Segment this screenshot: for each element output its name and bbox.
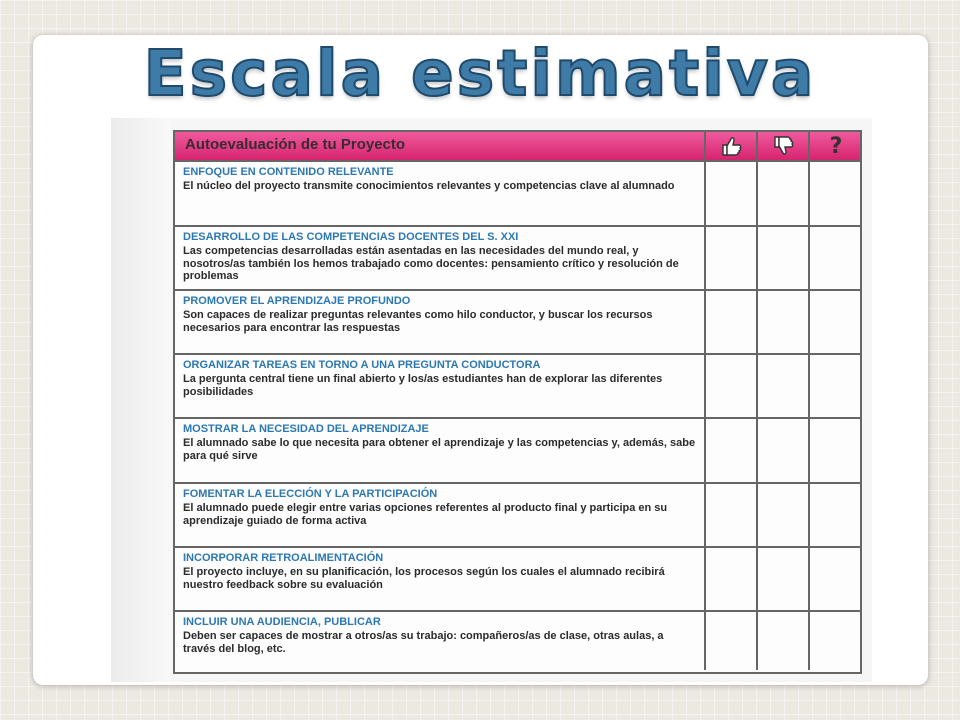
rubric-title: Autoevaluación de tu Proyecto <box>185 136 406 153</box>
question-mark-icon: ? <box>829 133 843 159</box>
criterion-row <box>175 612 860 670</box>
image-edge <box>111 118 171 682</box>
criterion-heading: PROMOVER EL APRENDIZAJE PROFUNDO <box>183 295 411 307</box>
slide-title: Escala estimativa <box>143 37 817 110</box>
criterion-row <box>175 227 860 291</box>
criterion-row <box>175 162 860 227</box>
criterion-row <box>175 355 860 419</box>
criterion-heading: ORGANIZAR TAREAS EN TORNO A UNA PREGUNTA CONDUCTORA <box>183 359 541 371</box>
criterion-description: El núcleo del proyecto transmite conocimientos relevantes y competencias clave al alumnado <box>183 180 675 192</box>
criterion-heading: MOSTRAR LA NECESIDAD DEL APRENDIZAJE <box>183 423 429 435</box>
column-unsure <box>808 132 862 160</box>
criterion-row <box>175 484 860 548</box>
criterion-heading: DESARROLLO DE LAS COMPETENCIAS DOCENTES DEL S. XXI <box>183 231 519 243</box>
criterion-description: La pergunta central tiene un final abierto y los/as estudiantes han de explorar las diferentes posibilidades <box>183 373 663 398</box>
rubric-header <box>175 132 860 162</box>
column-agree <box>704 132 758 160</box>
criterion-description: Son capaces de realizar preguntas relevantes como hilo conductor, y buscar los recursos necesarios para encontrar las respuestas <box>183 309 653 334</box>
criterion-description: El proyecto incluye, en su planificación, los procesos según los cuales el alumnado recibirá nuestro feedback sobre su evaluación <box>183 566 665 591</box>
criterion-heading: INCORPORAR RETROALIMENTACIÓN <box>183 552 384 564</box>
criterion-description: El alumnado puede elegir entre varias opciones referentes al producto final y participa en su aprendizaje guiado de forma activa <box>183 502 668 527</box>
thumbs-down-icon <box>772 135 796 157</box>
criterion-row <box>175 548 860 612</box>
criterion-row <box>175 419 860 484</box>
column-disagree <box>756 132 810 160</box>
rubric-image <box>111 118 872 682</box>
criterion-row <box>175 291 860 355</box>
criterion-description: El alumnado sabe lo que necesita para obtener el aprendizaje y las competencias y, además, sabe para qué sirve <box>183 437 696 462</box>
criterion-description: Deben ser capaces de mostrar a otros/as su trabajo: compañeros/as de clase, otras aulas, a través del blog, etc. <box>183 630 664 655</box>
criterion-heading: ENFOQUE EN CONTENIDO RELEVANTE <box>183 166 394 178</box>
thumbs-up-icon <box>720 135 744 157</box>
criterion-heading: INCLUIR UNA AUDIENCIA, PUBLICAR <box>183 616 381 628</box>
self-assessment-rubric <box>173 130 862 674</box>
criterion-heading: FOMENTAR LA ELECCIÓN Y LA PARTICIPACIÓN <box>183 488 438 500</box>
criterion-description: Las competencias desarrolladas están asentadas en las necesidades del mundo real, y nosotros/as también los hemos trabajado como docentes: pensamiento crítico y resolución de problemas <box>183 245 679 282</box>
